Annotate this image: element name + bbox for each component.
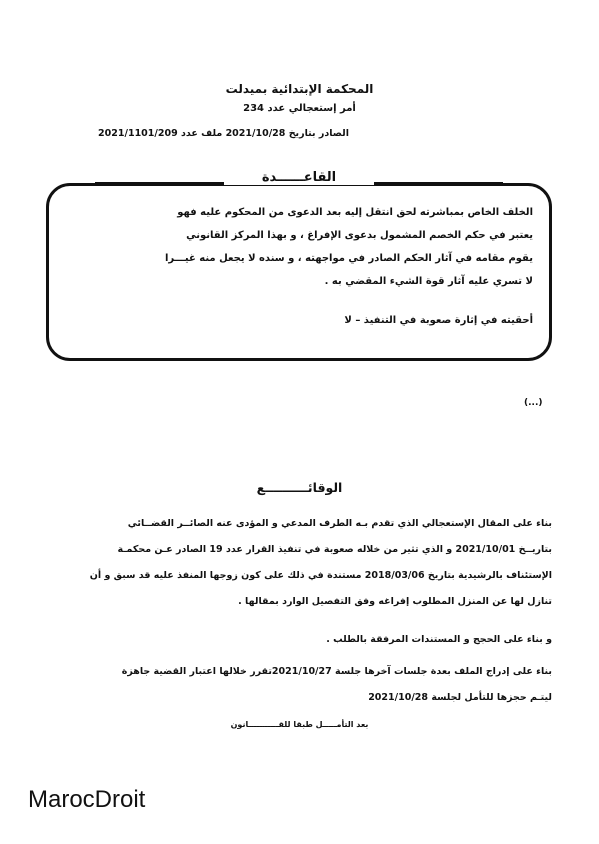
facts-line: بناء على إدراج الملف بعدة جلسات آخرها جلسة 2021/10/27تقرر خلالها اعتبار القضية جاهزة [121,666,552,677]
rule-title-divider-right [368,182,503,184]
facts-title: الوقائــــــــــع [256,480,343,495]
facts-line: بناء على المقال الإستعجالي الذي تقدم بـه الطرف المدعي و المؤدى عنه الصائــر القضــائي [127,518,552,529]
rule-title-divider-left [95,182,230,184]
rule-last-line: أحقيته في إثارة صعوبة في التنفيذ – لا [344,315,533,326]
rule-line: يقوم مقامه في آثار الحكم الصادر في مواجهته ، و سنده لا يجعل منه غيـــرا [164,253,533,264]
signature-line: بعد التأمـــــل طبقا للقـــــــــــانون [230,720,369,729]
ellipsis-mark: (...) [524,398,543,408]
rule-box-title: القاعــــــدة [224,170,374,185]
facts-line: الإستئناف بالرشيدية بتاريخ 2018/03/06 مستندة في ذلك على كون زوجها المنفذ عليه قد سبق و أن [89,570,552,581]
watermark-text: MarocDroit [28,786,146,813]
issued-line: الصادر بتاريخ 2021/10/28 ملف عدد 2021/1101/209 [98,128,349,139]
rule-line: لا تسري عليه آثار قوة الشيء المقضي به . [324,276,533,287]
rule-line: يعتبر في حكم الخصم المشمول بدعوى الإفراغ ، و بهذا المركز القانوني [186,230,533,241]
order-number: أمر إستعجالي عدد 234 [243,103,356,114]
facts-line: تنازل لها عن المنزل المطلوب إفراغه وفق التفصيل الوارد بمقالها . [238,596,552,607]
facts-line: و بناء على الحجج و المستندات المرفقة بالطلب . [326,634,552,645]
court-name: المحكمة الإبتدائية بميدلت [225,82,374,96]
facts-line: ليتـم حجزها للتأمل لجلسة 2021/10/28 [368,692,552,703]
rule-line: الخلف الخاص بمباشرته لحق انتقل إليه بعد الدعوى من المحكوم عليه فهو [177,207,533,218]
facts-line: بتاريــخ 2021/10/01 و الذي تثير من خلاله صعوبة في تنفيذ القرار عدد 19 الصادر عـن محكمـة [117,544,552,555]
